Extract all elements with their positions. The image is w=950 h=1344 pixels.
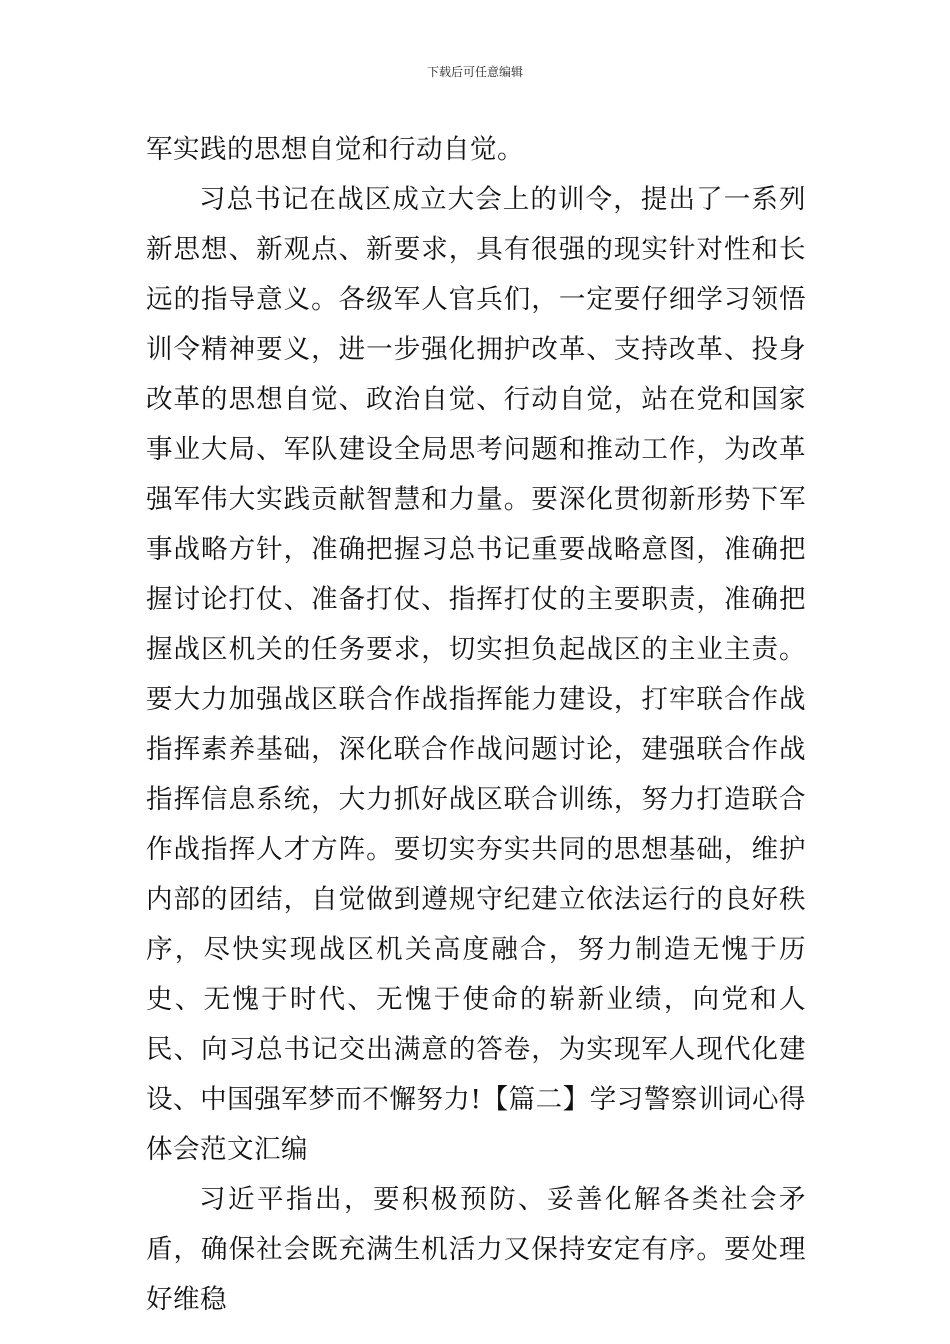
page-header: 下载后可任意编辑	[426, 65, 523, 79]
paragraph-social-stability: 习近平指出，要积极预防、妥善化解各类社会矛盾，确保社会既充满生机活力又保持安定有序。要处理好维稳	[146, 1184, 806, 1315]
paragraph-continuation: 军实践的思想自觉和行动自觉。	[146, 134, 524, 165]
document-body	[146, 125, 806, 1325]
paragraph-training-order: 习总书记在战区成立大会上的训令，提出了一系列新思想、新观点、新要求，具有很强的现实针对性和长远的指导意义。各级军人官兵们，一定要仔细学习领悟训令精神要义，进一步强化拥护改革、支持改革、投身改革的思想自觉、政治自觉、行动自觉，站在党和国家事业大局、军队建设全局思考问题和推动工作，为改革强军伟大实践贡献智慧和力量。要深化贯彻新形势下军事战略方针，准确把握习总书记重要战略意图，准确把握讨论打仗、准备打仗、指挥打仗的主要职责，准确把握战区机关的任务要求，切实担负起战区的主业主责。要大力加强战区联合作战指挥能力建设，打牢联合作战指挥素养基础，深化联合作战问题讨论，建强联合作战指挥信息系统，大力抓好战区联合训练，努力打造联合作战指挥人才方阵。要切实夯实共同的思想基础，维护内部的团结，自觉做到遵规守纪建立依法运行的良好秩序，尽快实现战区机关高度融合，努力制造无愧于历史、无愧于时代、无愧于使命的崭新业绩，向党和人民、向习总书记交出满意的答卷，为实现军人现代化建设、中国强军梦而不懈努力!【篇二】学习警察训词心得体会范文汇编	[146, 184, 806, 1165]
